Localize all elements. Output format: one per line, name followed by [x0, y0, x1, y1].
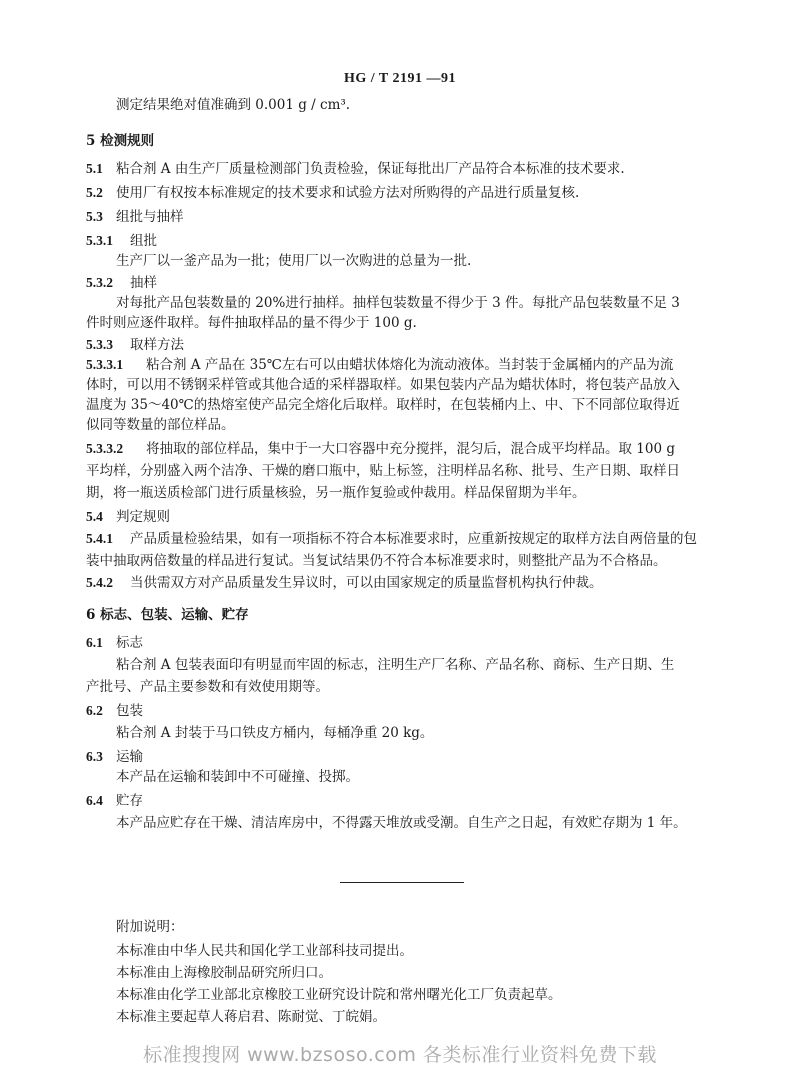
- clause-title: 标志: [116, 635, 143, 651]
- clause-5-1: [86, 160, 625, 178]
- clause-text: 产品质量检验结果，如有一项指标不符合本标准要求时，应重新按规定的取样方法自两倍量的包: [130, 531, 697, 547]
- clause-5-4-1-line2: 装中抽取两倍数量的样品进行复试。当复试结果仍不符合本标准要求时，则整批产品为不合格品。: [86, 553, 667, 569]
- clause-number: 6.1: [86, 635, 103, 650]
- section-6-title: 6 标志、包装、运输、贮存: [86, 607, 249, 623]
- end-separator-line: [340, 882, 464, 883]
- clause-5-4-2: [86, 574, 603, 592]
- clause-6-4: [86, 792, 143, 810]
- clause-number: 5.3: [86, 209, 103, 224]
- section-5-title: 5 检测规则: [86, 133, 155, 149]
- notes-line-1: 本标准由中华人民共和国化学工业部科技司提出。: [116, 943, 413, 959]
- clause-6-1-line2: 产批号、产品主要参数和有效使用期等。: [86, 679, 329, 695]
- clause-number: 5.3.1: [86, 233, 113, 248]
- clause-number: 5.3.3.1: [86, 357, 124, 372]
- clause-number: 6.3: [86, 749, 103, 764]
- clause-6-1: [86, 634, 143, 652]
- clause-5-3-2: [86, 274, 157, 292]
- clause-5-3: [86, 208, 184, 226]
- clause-title: 判定规则: [116, 509, 170, 525]
- clause-text: 当供需双方对产品质量发生异议时，可以由国家规定的质量监督机构执行仲裁。: [130, 575, 603, 591]
- notes-line-3: 本标准由化学工业部北京橡胶工业研究设计院和常州曙光化工厂负责起草。: [116, 987, 562, 1003]
- clause-5-3-3: [86, 336, 184, 354]
- clause-6-1-line1: 粘合剂 A 包装表面印有明显而牢固的标志，注明生产厂名称、产品名称、商标、生产日期、生: [116, 657, 675, 673]
- clause-5-4-1: [86, 530, 697, 548]
- clause-title: 贮存: [116, 793, 143, 809]
- clause-6-3: [86, 748, 143, 766]
- clause-number: 5.3.2: [86, 275, 113, 290]
- clause-5-3-3-1-line3: 温度为 35～40℃的热熔室使产品完全熔化后取样。取样时，在包装桶内上、中、下不同部位取得近: [86, 397, 680, 413]
- clause-text: 粘合剂 A 由生产厂质量检测部门负责检验，保证每批出厂产品符合本标准的技术要求.: [116, 161, 625, 177]
- notes-line-2: 本标准由上海橡胶制品研究所归口。: [116, 965, 332, 981]
- clause-6-2: [86, 702, 143, 720]
- clause-number: 5.4: [86, 509, 103, 524]
- watermark-footer: 标准搜搜网 www.bzsoso.com 各类标准行业资料免费下载: [143, 1044, 657, 1066]
- clause-number: 6.4: [86, 793, 103, 808]
- clause-number: 6.2: [86, 703, 103, 718]
- clause-number: 5.1: [86, 161, 103, 176]
- clause-6-4-text: 本产品应贮存在干燥、清洁库房中，不得露天堆放或受潮。自生产之日起，有效贮存期为 1 年。: [116, 815, 687, 831]
- clause-title: 组批: [130, 233, 157, 249]
- clause-title: 取样方法: [130, 337, 184, 353]
- clause-title: 运输: [116, 749, 143, 765]
- clause-text: 使用厂有权按本标准规定的技术要求和试验方法对所购得的产品进行质量复核.: [116, 185, 580, 201]
- clause-text: 将抽取的部位样品，集中于一大口容器中充分搅拌，混匀后，混合成平均样品。取 100 g: [146, 441, 675, 457]
- clause-title: 组批与抽样: [116, 209, 184, 225]
- clause-5-3-3-1-line2: 体时，可以用不锈钢采样管或其他合适的采样器取样。如果包装内产品为蜡状体时，将包装产品放入: [86, 377, 680, 393]
- clause-number: 5.3.3.2: [86, 441, 124, 456]
- notes-title: 附加说明：: [116, 919, 184, 935]
- clause-number: 5.4.1: [86, 531, 113, 546]
- page-header: HG / T 2191 —91: [343, 71, 456, 86]
- clause-5-2: [86, 184, 579, 202]
- intro-line: 测定结果绝对值准确到 0.001 g / cm³.: [116, 97, 351, 113]
- clause-text: 粘合剂 A 产品在 35℃左右可以由蜡状体熔化为流动液体。当封装于金属桶内的产品为流: [146, 357, 674, 373]
- clause-number: 5.3.3: [86, 337, 113, 352]
- clause-5-3-3-2-line2: 平均样，分别盛入两个洁净、干燥的磨口瓶中，贴上标签，注明样品名称、批号、生产日期、取样日: [86, 463, 680, 479]
- clause-number: 5.4.2: [86, 575, 113, 590]
- clause-5-3-3-2: [86, 440, 675, 458]
- notes-line-4: 本标准主要起草人蒋启君、陈耐觉、丁皖娟。: [116, 1009, 386, 1025]
- clause-number: 5.2: [86, 185, 103, 200]
- clause-6-2-text: 粘合剂 A 封装于马口铁皮方桶内，每桶净重 20 kg。: [116, 725, 434, 741]
- clause-5-3-1-text: 生产厂以一釜产品为一批；使用厂以一次购进的总量为一批.: [116, 253, 472, 269]
- clause-title: 抽样: [130, 275, 157, 291]
- clause-5-4: [86, 508, 170, 526]
- clause-5-3-3-2-line3: 期，将一瓶送质检部门进行质量核验，另一瓶作复验或仲裁用。样品保留期为半年。: [86, 485, 586, 501]
- clause-5-3-2-line2: 件时则应逐件取样。每件抽取样品的量不得少于 100 g.: [86, 315, 417, 331]
- clause-5-3-1: [86, 232, 157, 250]
- clause-title: 包装: [116, 703, 143, 719]
- clause-6-3-text: 本产品在运输和装卸中不可碰撞、投掷。: [116, 769, 359, 785]
- clause-5-3-2-line1: 对每批产品包装数量的 20%进行抽样。抽样包装数量不得少于 3 件。每批产品包装数量不足 3: [116, 295, 680, 311]
- clause-5-3-3-1-line4: 似同等数量的部位样品。: [86, 417, 235, 433]
- clause-5-3-3-1: [86, 356, 673, 374]
